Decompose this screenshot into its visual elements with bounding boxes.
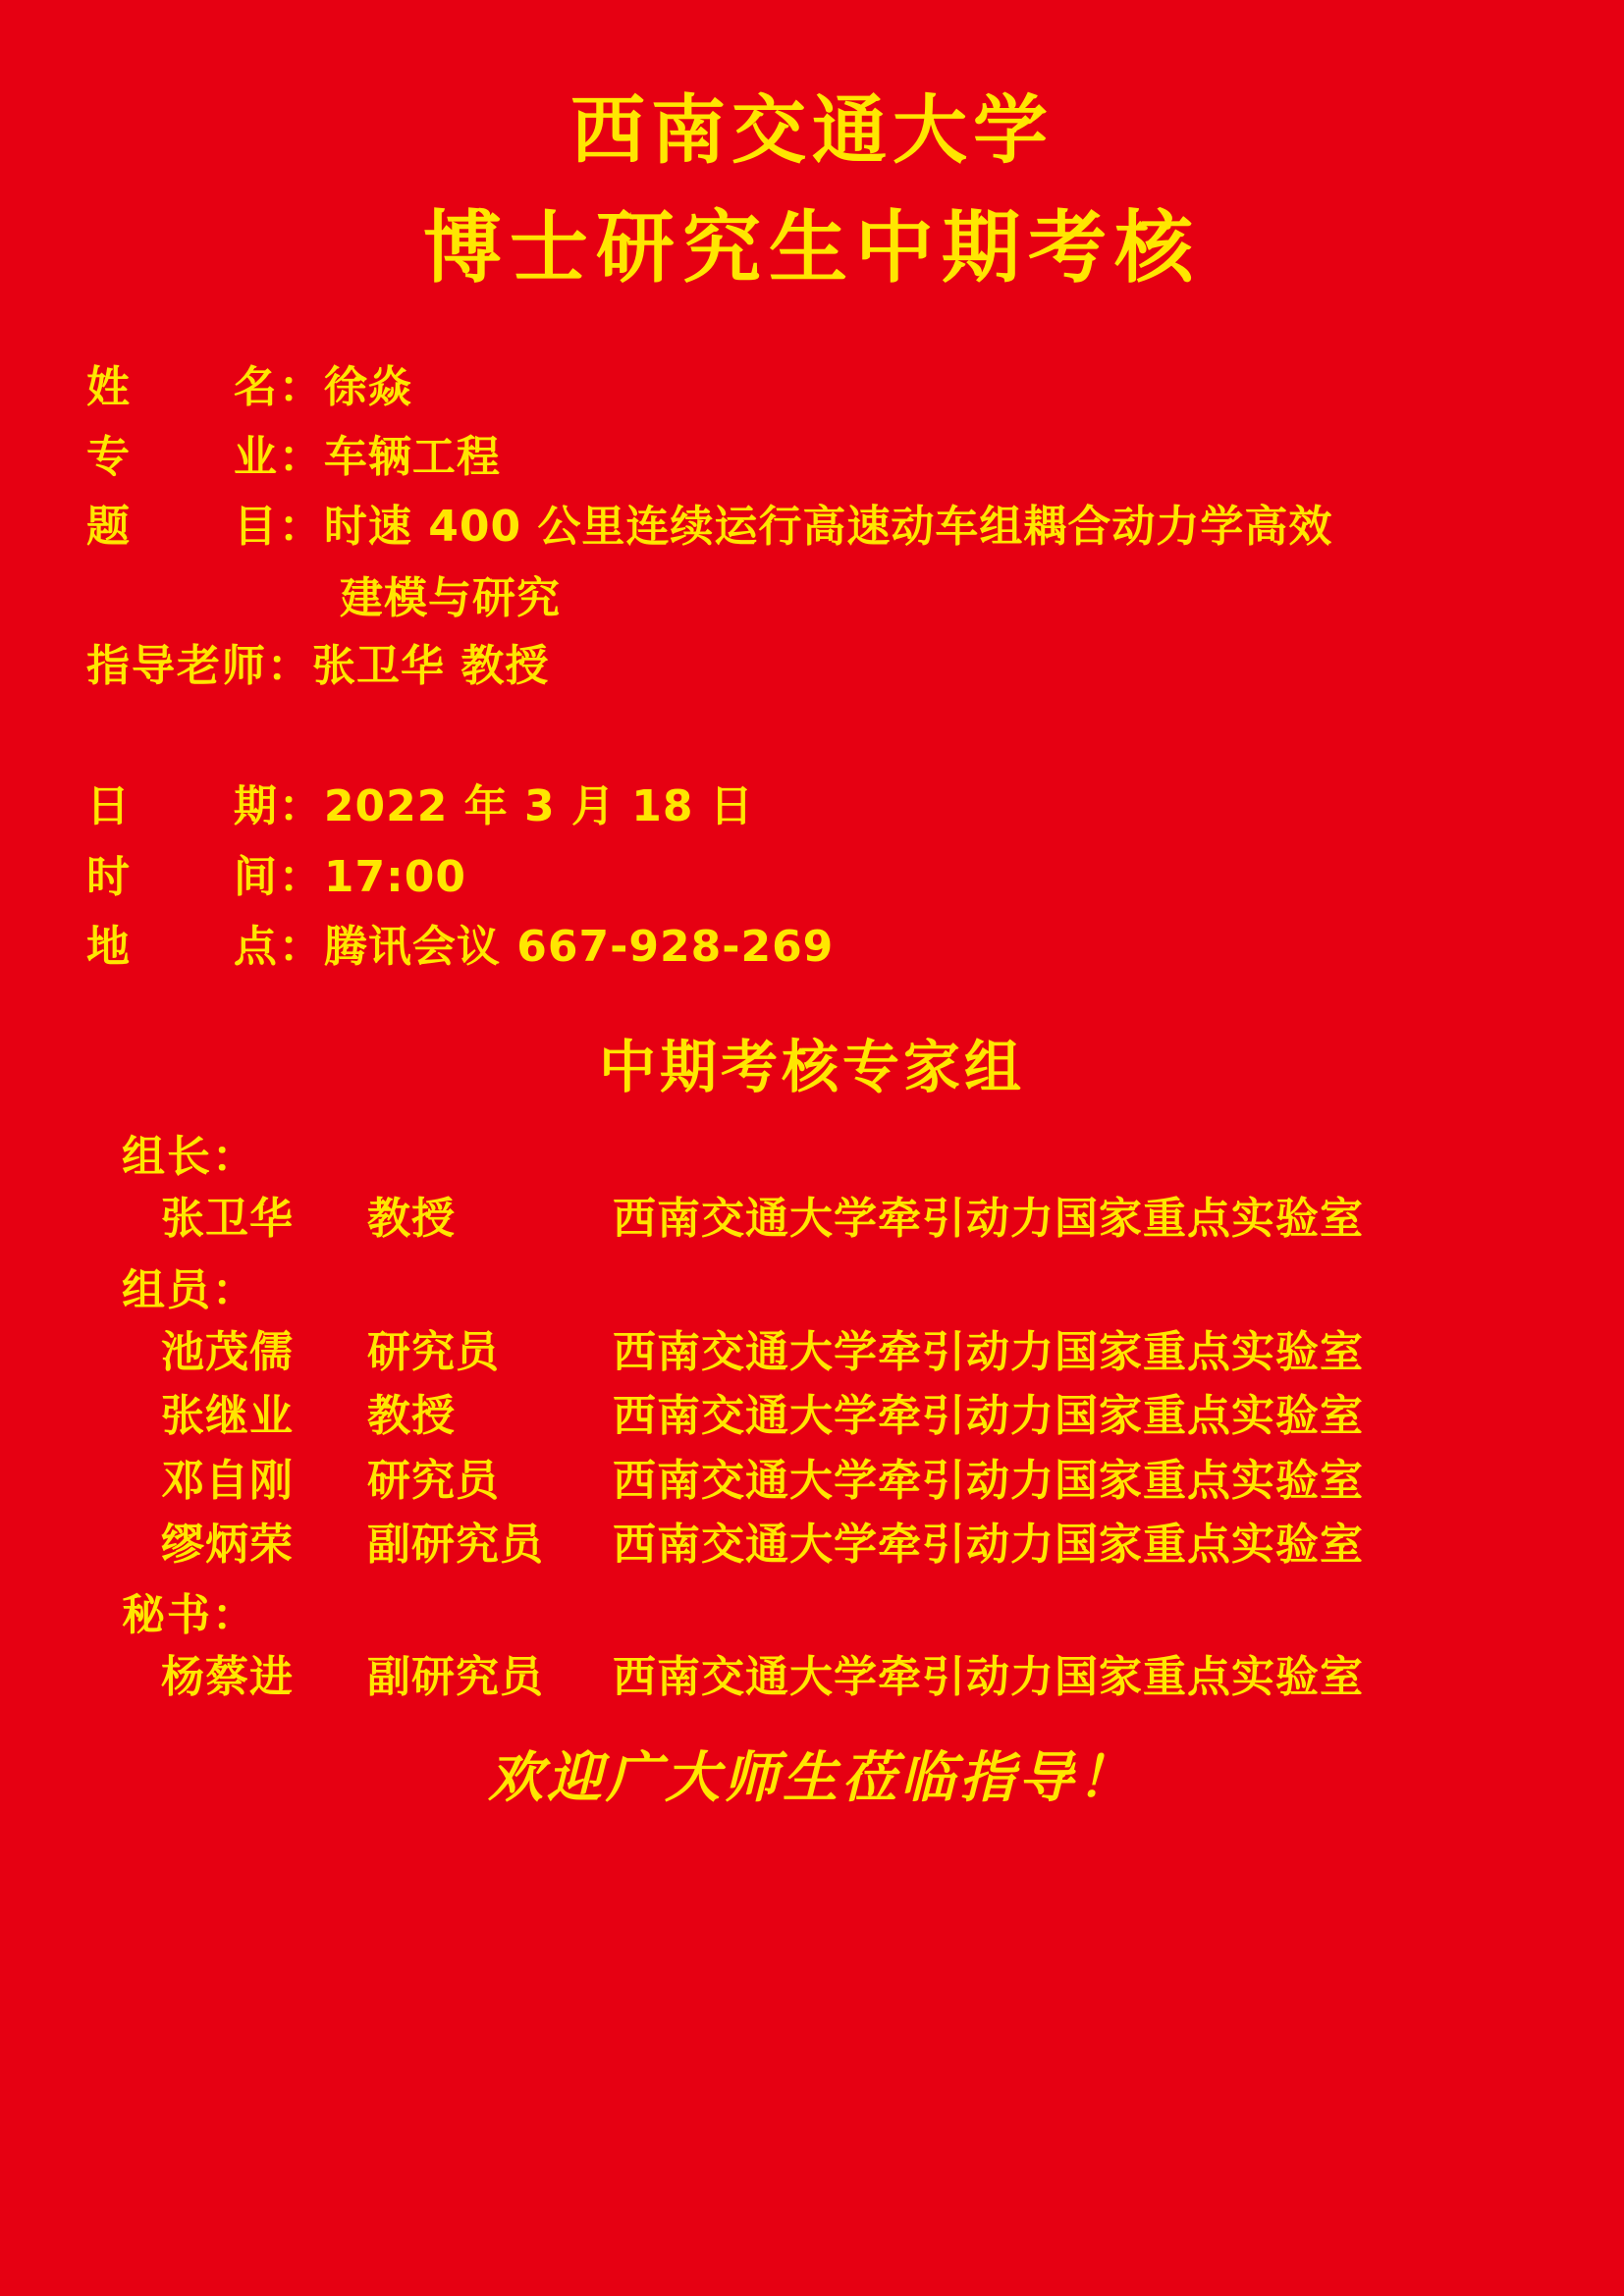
member-name: 池茂儒 xyxy=(161,1326,294,1377)
members-heading: 组员： xyxy=(122,1264,257,1315)
panel-secretary-row xyxy=(161,1648,1555,1706)
member-affiliation: 西南交通大学牵引动力国家重点实验室 xyxy=(613,1455,1364,1506)
info-label-major: 专 业： xyxy=(86,431,324,482)
event-title: 博士研究生中期考核 xyxy=(423,201,1201,294)
info-label-location: 地 点： xyxy=(86,921,324,972)
poster-title-block xyxy=(69,80,1555,301)
member-role: 副研究员 xyxy=(367,1519,544,1570)
info-label-date: 日 期： xyxy=(86,781,324,832)
info-label-time: 时 间： xyxy=(86,851,324,902)
leader-heading: 组长： xyxy=(122,1132,257,1183)
member-affiliation: 西南交通大学牵引动力国家重点实验室 xyxy=(613,1652,1364,1703)
info-value-topic: 时速 400 公里连续运行高速动车组耦合动力学高效 xyxy=(323,502,1333,553)
info-value-major: 车辆工程 xyxy=(323,431,501,482)
member-name: 张继业 xyxy=(161,1391,294,1442)
info-value-name: 徐焱 xyxy=(323,361,412,412)
member-affiliation: 西南交通大学牵引动力国家重点实验室 xyxy=(613,1194,1364,1245)
university-name: 西南交通大学 xyxy=(570,86,1054,174)
section-spacer xyxy=(86,707,1555,777)
expert-panel-section xyxy=(69,1121,1555,1706)
member-role: 教授 xyxy=(367,1194,456,1245)
info-row-topic xyxy=(86,498,1555,556)
info-value-topic-continued: 建模与研究 xyxy=(340,572,561,623)
student-info-block xyxy=(69,358,1555,977)
info-row-name xyxy=(86,358,1555,416)
member-role: 研究员 xyxy=(367,1455,500,1506)
info-value-location: 腾讯会议 667-928-269 xyxy=(323,921,835,972)
member-affiliation: 西南交通大学牵引动力国家重点实验室 xyxy=(613,1519,1364,1570)
member-role: 研究员 xyxy=(367,1326,500,1377)
member-name: 杨蔡进 xyxy=(161,1652,294,1703)
info-row-time xyxy=(86,848,1555,906)
member-name: 缪炳荣 xyxy=(161,1519,294,1570)
info-row-location xyxy=(86,918,1555,976)
member-role: 副研究员 xyxy=(367,1652,544,1703)
member-affiliation: 西南交通大学牵引动力国家重点实验室 xyxy=(613,1326,1364,1377)
panel-member-row xyxy=(161,1516,1555,1574)
info-label-advisor: 指导老师： xyxy=(86,640,312,691)
panel-member-row xyxy=(161,1452,1555,1510)
member-name: 邓自刚 xyxy=(161,1455,294,1506)
panel-title: 中期考核专家组 xyxy=(598,1034,1025,1101)
member-name: 张卫华 xyxy=(161,1194,294,1245)
panel-leader-row xyxy=(161,1190,1555,1248)
member-affiliation: 西南交通大学牵引动力国家重点实验室 xyxy=(613,1391,1364,1442)
info-value-advisor: 张卫华 教授 xyxy=(312,640,550,691)
info-row-major xyxy=(86,428,1555,486)
panel-member-row xyxy=(161,1387,1555,1445)
info-label-name: 姓 名： xyxy=(86,361,324,412)
secretary-heading: 秘书： xyxy=(122,1590,257,1641)
info-value-date: 2022 年 3 月 18 日 xyxy=(323,781,754,832)
welcome-message: 欢迎广大师生莅临指导！ xyxy=(488,1744,1136,1810)
info-label-topic: 题 目： xyxy=(86,502,324,553)
info-value-time: 17:00 xyxy=(323,851,466,902)
info-row-advisor xyxy=(86,637,1555,695)
info-row-date xyxy=(86,777,1555,835)
member-role: 教授 xyxy=(367,1391,456,1442)
panel-member-row xyxy=(161,1323,1555,1381)
